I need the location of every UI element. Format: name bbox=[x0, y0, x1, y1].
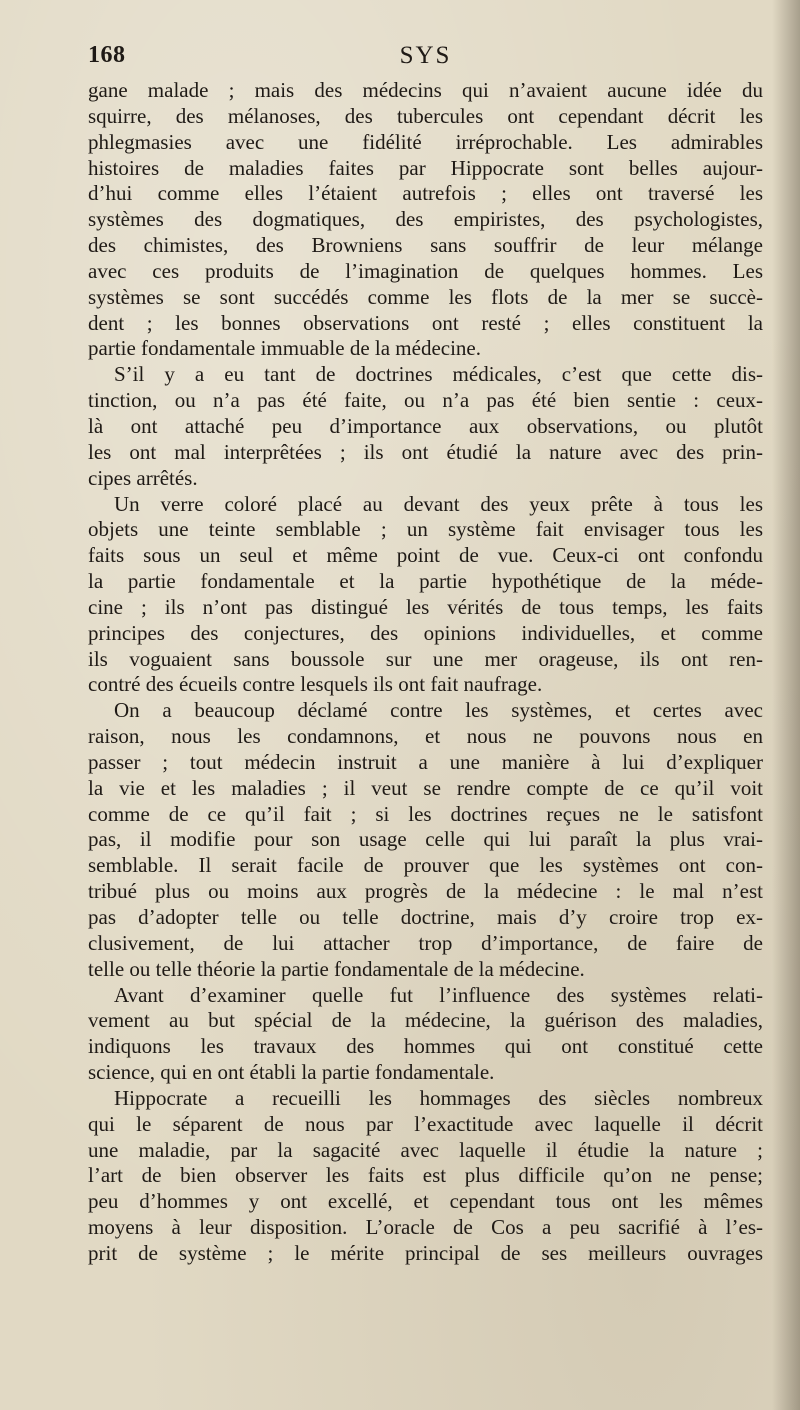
text-line: On a beaucoup déclamé contre les systèmes, et certes avec bbox=[114, 698, 763, 723]
text-line: contré des écueils contre lesquels ils ont fait naufrage. bbox=[88, 672, 543, 697]
text-line: gane malade ; mais des médecins qui n’avaient aucune idée du bbox=[88, 78, 763, 102]
text-line: S’il y a eu tant de doctrines médicales, c’est que cette dis- bbox=[114, 362, 763, 387]
text-line: squirre, des mélanoses, des tubercules ont cependant décrit les bbox=[88, 103, 763, 128]
text-line: Hippocrate a recueilli les hommages des siècles nombreux bbox=[114, 1085, 763, 1110]
text-line: pas d’adopter telle ou telle doctrine, mais d’y croire trop ex- bbox=[88, 905, 763, 929]
text-line: raison, nous les condamnons, et nous ne pouvons nous en bbox=[88, 724, 763, 749]
text-line: science, qui en ont établi la partie fondamentale. bbox=[88, 1060, 495, 1085]
text-line: tinction, ou n’a pas été faite, ou n’a pas été bien sentie : ceux- bbox=[88, 388, 763, 413]
text-line: prit de système ; le mérite principal de ses meilleurs ouvrages bbox=[88, 1240, 763, 1265]
body-text bbox=[88, 78, 763, 1267]
text-line: principes des conjectures, des opinions individuelles, et comme bbox=[88, 620, 763, 645]
text-line: la partie fondamentale et la partie hypothétique de la méde- bbox=[88, 569, 763, 594]
text-line: comme de ce qu’il fait ; si les doctrines reçues ne le satisfont bbox=[88, 801, 763, 826]
text-line: tribué plus ou moins aux progrès de la médecine : le mal n’est bbox=[88, 879, 763, 904]
text-line: d’hui comme elles l’étaient autrefois ; elles ont traversé les bbox=[88, 181, 763, 206]
text-line: pas, il modifie pour son usage celle qui lui paraît la plus vrai- bbox=[88, 827, 763, 852]
text-line: phlegmasies avec une fidélité irréprochable. Les admirables bbox=[88, 129, 763, 154]
text-line: telle ou telle théorie la partie fondamentale de la médecine. bbox=[88, 956, 585, 981]
text-line: qui le séparent de nous par l’exactitude avec laquelle il décrit bbox=[88, 1111, 763, 1136]
text-line: cine ; ils n’ont pas distingué les vérités de tous temps, les faits bbox=[88, 594, 763, 619]
page-edge-shadow bbox=[772, 0, 800, 1410]
text-line: semblable. Il serait facile de prouver que les systèmes ont con- bbox=[88, 853, 763, 878]
text-line: là ont attaché peu d’importance aux observations, ou plutôt bbox=[88, 413, 763, 438]
text-line: indiquons les travaux des hommes qui ont constitué cette bbox=[88, 1034, 763, 1059]
text-line: moyens à leur disposition. L’oracle de Cos a peu sacrifié à l’es- bbox=[88, 1215, 763, 1240]
text-line: peu d’hommes y ont excellé, et cependant tous ont les mêmes bbox=[88, 1189, 763, 1214]
text-line: une maladie, par la sagacité avec laquelle il étudie la nature ; bbox=[88, 1137, 763, 1162]
text-line: passer ; tout médecin instruit a une manière à lui d’expliquer bbox=[88, 749, 763, 774]
text-line: ils voguaient sans boussole sur une mer orageuse, ils ont ren- bbox=[88, 646, 763, 671]
text-line: dent ; les bonnes observations ont resté ; elles constituent la bbox=[88, 310, 763, 335]
text-line: faits sous un seul et même point de vue. Ceux-ci ont confondu bbox=[88, 543, 763, 568]
text-line: des chimistes, des Browniens sans souffrir de leur mélange bbox=[88, 233, 763, 258]
text-line: partie fondamentale immuable de la médecine. bbox=[88, 336, 481, 361]
text-line: histoires de maladies faites par Hippocrate sont belles aujour- bbox=[88, 155, 763, 180]
text-line: Un verre coloré placé au devant des yeux prête à tous les bbox=[114, 491, 763, 516]
text-line: clusivement, de lui attacher trop d’importance, de faire de bbox=[88, 930, 763, 955]
text-line: la vie et les maladies ; il veut se rendre compte de ce qu’il voit bbox=[88, 775, 763, 800]
text-line: l’art de bien observer les faits est plus difficile qu’on ne pense; bbox=[88, 1163, 763, 1188]
text-line: avec ces produits de l’imagination de quelques hommes. Les bbox=[88, 258, 763, 283]
text-line: les ont mal interprêtées ; ils ont étudié la nature avec des prin- bbox=[88, 439, 763, 464]
text-line: systèmes des dogmatiques, des empiristes, des psychologistes, bbox=[88, 207, 763, 232]
text-line: vement au but spécial de la médecine, la guérison des maladies, bbox=[88, 1008, 763, 1033]
running-head: SYS bbox=[399, 42, 452, 69]
page-number: 168 bbox=[88, 42, 126, 68]
text-line: Avant d’examiner quelle fut l’influence des systèmes relati- bbox=[114, 982, 763, 1007]
text-line: systèmes se sont succédés comme les flots de la mer se succè- bbox=[88, 284, 763, 309]
page-header bbox=[88, 42, 763, 76]
text-line: cipes arrêtés. bbox=[88, 465, 198, 490]
text-line: objets une teinte semblable ; un système fait envisager tous les bbox=[88, 517, 763, 542]
